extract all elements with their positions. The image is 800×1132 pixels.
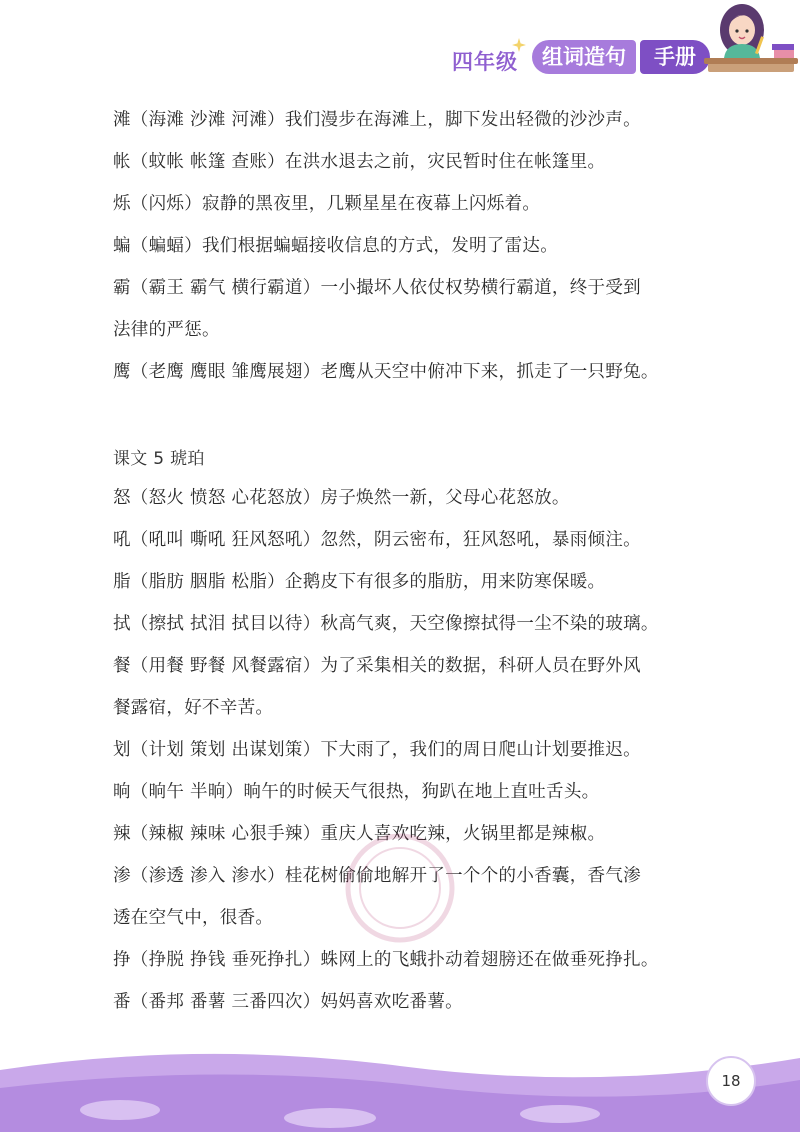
list-item: 脂（脂肪 胭脂 松脂）企鹅皮下有很多的脂肪，用来防寒保暖。: [113, 572, 606, 592]
list-item: 蝙（蝙蝠）我们根据蝙蝠接收信息的方式，发明了雷达。: [113, 236, 558, 256]
list-item: 法律的严惩。: [113, 320, 220, 340]
book-title: 组词造句: [532, 40, 636, 74]
book-label: 手册: [640, 40, 710, 74]
list-item: 鹰（老鹰 鹰眼 雏鹰展翅）老鹰从天空中俯冲下来，抓走了一只野兔。: [113, 362, 659, 382]
list-item: 吼（吼叫 嘶吼 狂风怒吼）忽然，阴云密布，狂风怒吼，暴雨倾注。: [113, 530, 641, 550]
list-item: 怒（怒火 愤怒 心花怒放）房子焕然一新，父母心花怒放。: [113, 488, 570, 508]
list-item: 晌（晌午 半晌）晌午的时候天气很热，狗趴在地上直吐舌头。: [113, 782, 600, 802]
list-item: 渗（渗透 渗入 渗水）桂花树偷偷地解开了一个个的小香囊，香气渗: [113, 866, 641, 886]
list-item: 辣（辣椒 辣味 心狠手辣）重庆人喜欢吃辣，火锅里都是辣椒。: [113, 824, 606, 844]
list-item: 霸（霸王 霸气 横行霸道）一小撮坏人依仗权势横行霸道，终于受到: [113, 278, 641, 298]
grade-label: 四年级: [452, 50, 518, 74]
page-number: 18: [706, 1056, 756, 1106]
page-header: [0, 0, 800, 90]
girl-reading-illustration: [700, 0, 800, 80]
list-item: 滩（海滩 沙滩 河滩）我们漫步在海滩上，脚下发出轻微的沙沙声。: [113, 110, 641, 130]
list-item: 挣（挣脱 挣钱 垂死挣扎）蛛网上的飞蛾扑动着翅膀还在做垂死挣扎。: [113, 950, 659, 970]
list-item: 透在空气中，很香。: [113, 908, 274, 928]
list-item: 番（番邦 番薯 三番四次）妈妈喜欢吃番薯。: [113, 992, 463, 1012]
list-item: 划（计划 策划 出谋划策）下大雨了，我们的周日爬山计划要推迟。: [113, 740, 641, 760]
section-heading: 课文 5 琥珀: [113, 449, 205, 469]
list-item: 帐（蚊帐 帐篷 查账）在洪水退去之前，灾民暂时住在帐篷里。: [113, 152, 606, 172]
footer-cloud-band: [0, 1030, 800, 1132]
watermark-stamp: [340, 828, 460, 948]
list-item: 餐露宿，好不辛苦。: [113, 698, 274, 718]
list-item: 餐（用餐 野餐 风餐露宿）为了采集相关的数据，科研人员在野外风: [113, 656, 641, 676]
list-item: 烁（闪烁）寂静的黑夜里，几颗星星在夜幕上闪烁着。: [113, 194, 541, 214]
list-item: 拭（擦拭 拭泪 拭目以待）秋高气爽，天空像擦拭得一尘不染的玻璃。: [113, 614, 659, 634]
